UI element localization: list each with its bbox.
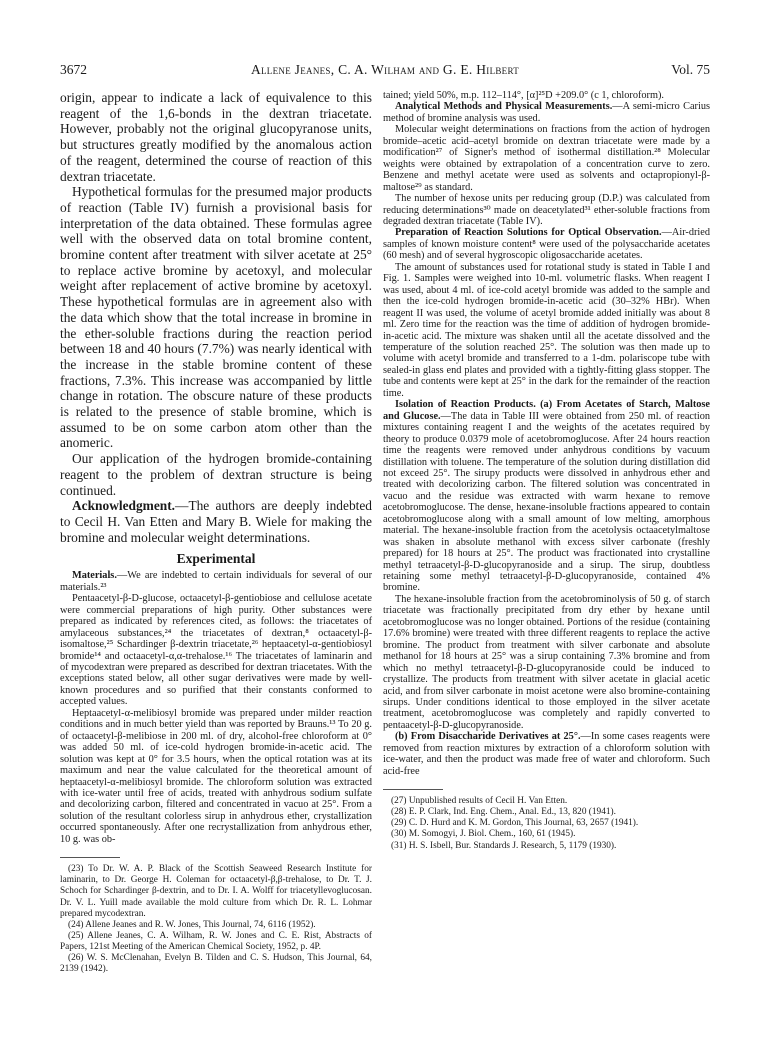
paragraph: The number of hexose units per reducing group (D.P.) was calculated from reducing determinations³⁰ made on deacetylated³¹ ether-soluble fractions from degraded dextran triacetate (Table IV). bbox=[383, 193, 710, 227]
section-heading-experimental: Experimental bbox=[176, 551, 256, 567]
preparation-text: —Air-dried samples of known moisture content⁸ were used of the polysaccharide acetates (60 mesh) and of several hygroscopic oligosaccharide acetates. bbox=[383, 227, 710, 262]
footnote: (31) H. S. Isbell, Bur. Standards J. Research, 5, 1179 (1930). bbox=[391, 840, 617, 851]
acknowledgment-heading: Acknowledgment. bbox=[72, 498, 176, 514]
paragraph: tained; yield 50%, m.p. 112–114°, [α]²⁵D +209.0° (c 1, chloroform). bbox=[383, 90, 665, 101]
acknowledgment-text: —The authors are deeply indebted to Cecil H. Van Etten and Mary B. Wiele for making the bromine and molecular weight determinations. bbox=[60, 498, 372, 545]
right-column bbox=[383, 90, 710, 852]
footnote: (24) Allene Jeanes and R. W. Jones, This Journal, 74, 6116 (1952). bbox=[68, 919, 316, 930]
analytical-paragraph bbox=[383, 101, 710, 124]
paragraph: Heptaacetyl-α-melibiosyl bromide was prepared under milder reaction conditions and in much better yield than was reported by Brauns.¹³ To 20 g. of octaacetyl-β-melibiose in 200 ml. of dry, alcohol-free chloroform at 0° was added 50 ml. of ice-cold hydrogen bromide-in-acetic acid. The solution was kept at 0° for 3.5 hours, when the optical rotation was at its maximum and near the value calculated for the theoretical amount of heptaacetyl-α-melibiosyl bromide. The chloroform solution was extracted with ice-water until free of acids, treated with anhydrous sodium sulfate and decolorizing carbon, filtered and concentrated in vacuo at 25°. From a solution of the resultant colorless sirup in anhydrous ether, crystallization occurred spontaneously. After one recrystallization from anhydrous ether, 10 g. was ob- bbox=[60, 707, 372, 845]
left-column bbox=[60, 90, 372, 975]
analytical-text: —A semi-micro Carius method of bromine analysis was used. bbox=[383, 101, 710, 124]
isolation-heading: Isolation of Reaction Products. (a) From Acetates of Starch, Maltose and Glucose. bbox=[383, 399, 710, 422]
volume-label: Vol. 75 bbox=[671, 62, 710, 77]
paragraph: The amount of substances used for rotational study is stated in Table I and Fig. 1. Samples were weighed into 10-ml. volumetric flasks. When reagent I was used, about 4 ml. of ice-cold acetyl bromide was added to the sample and then the ice-cold hydrogen bromide-in-acetic acid (30–32% HBr). When reagent II was used, the volume of acetyl bromide added initially was about 8 ml. Zero time for the reaction was the time of addition of hydrogen bromide-in-acetic acid. The mixture was shaken until all the acetate dissolved and the temperature of the solution reached 25°. The solution was then made up to volume with acetyl bromide and transferred to a 1-dm. polariscope tube with sealed-in glass end plates and provided with a tightly-fitting glass stopper. The tube and contents were kept at 25° in the dark for the remainder of the reaction time. bbox=[383, 261, 710, 399]
footnote-rule bbox=[60, 857, 120, 858]
paragraph: Our application of the hydrogen bromide-containing reagent to the problem of dextran structure is being continued. bbox=[60, 451, 372, 498]
preparation-heading: Preparation of Reaction Solutions for Optical Observation. bbox=[395, 227, 662, 239]
footnote: (23) To Dr. W. A. P. Black of the Scottish Seaweed Research Institute for laminarin, to Dr. George H. Coleman for octaacetyl-β,β-trehalose, to Dr. T. J. Schoch for Schardinger β-dextrin, and to Dr. I. A. Wolff for triacetyllevoglucosan. Dr. V. L. Yuill made available the mold culture from which Dr. R. L. Lohmar prepared mycodextran. bbox=[60, 864, 372, 919]
acknowledgment-paragraph bbox=[60, 498, 372, 545]
disaccharide-text: —In some cases reagents were removed from reaction mixtures by extraction of a chloroform solution with ice-water, and then the product was made free of water and chloroform. Such acid-free bbox=[383, 731, 710, 777]
footnote: (29) C. D. Hurd and K. M. Gordon, This Journal, 63, 2657 (1941). bbox=[391, 818, 639, 829]
disaccharide-heading: (b) From Disaccharide Derivatives at 25°. bbox=[395, 731, 581, 743]
footnote: (27) Unpublished results of Cecil H. Van Etten. bbox=[391, 796, 568, 807]
materials-paragraph bbox=[60, 570, 372, 593]
footnote: (26) W. S. McClenahan, Evelyn B. Tilden and C. S. Hudson, This Journal, 64, 2139 (1942). bbox=[60, 953, 372, 975]
materials-heading: Materials. bbox=[72, 570, 117, 582]
isolation-paragraph bbox=[383, 399, 710, 594]
analytical-heading: Analytical Methods and Physical Measurements. bbox=[395, 101, 613, 113]
disaccharide-paragraph bbox=[383, 731, 710, 777]
paragraph: Pentaacetyl-β-D-glucose, octaacetyl-β-gentiobiose and cellulose acetate were commercial preparations of high purity. Other substances were prepared as indicated by references cited, as follows: the triacetates of amylaceous substances,²⁴ the triacetates of dextran,⁸ octaacetyl-β-isomaltose,²⁵ Schardinger β-dextrin triacetate,²⁶ heptaacetyl-α-gentiobiosyl bromide¹⁴ and octaacetyl-α,α-trehalose.¹⁶ The triacetates of laminarin and of mycodextran were prepared as described for dextran triacetates. With the exceptions stated below, all other sugar derivatives were made by well-known procedures and so purified that their constants conformed to accepted values. bbox=[60, 593, 372, 708]
isolation-text: —The data in Table III were obtained from 250 ml. of reaction mixtures containing reagent I and the weights of the acetates required by theory to produce 0.0379 mole of acetobromoglucose. After 24 hours reaction time the reagents were removed under anhydrous conditions by vacuum distillation with toluene. The temperature of the solution during distillation did not exceed 25°. The sirupy products were dissolved in anhydrous ether and treated with decolorizing carbon. The filtered solution was concentrated in vacuo and the residue was extracted with warm hexane to remove acetobromoglucose. The dense, hexane-insoluble fractions appeared to contain acetobromoglucose along with a small amount of low melting, amorphous material. The hexane-insoluble fraction from the acetolysis octaacetylmaltose was shaken in absolute methanol with excess silver carbonate (freshly prepared) for 18 hours at 25°. The product was fractionated into crystalline methyl tetraacetyl-β-D-glucopyranoside and a sirup. The sirup, doubtless retaining some methyl tetraacetyl-β-D-glucopyranoside, contained 4% bromine. bbox=[383, 410, 710, 594]
running-authors: Allene Jeanes, C. A. Wilham and G. E. Hilbert bbox=[250, 62, 520, 77]
paragraph: origin, appear to indicate a lack of equivalence to this reagent of the 1,6-bonds in the dextran triacetate. However, probably not the original glucopyranose units, but structures greatly modified by the anomalous action of the reagent, determined the course of reaction of this dextran triacetate. bbox=[60, 90, 372, 184]
page-number: 3672 bbox=[60, 62, 87, 77]
footnote-rule bbox=[383, 789, 443, 790]
page-header bbox=[60, 62, 710, 82]
footnote: (30) M. Somogyi, J. Biol. Chem., 160, 61 (1945). bbox=[391, 829, 576, 840]
preparation-paragraph bbox=[383, 227, 710, 261]
footnote: (25) Allene Jeanes, C. A. Wilham, R. W. Jones and C. E. Rist, Abstracts of Papers, 121st Meeting of the American Chemical Society, 1952, p. 4P. bbox=[60, 930, 372, 952]
paragraph: Hypothetical formulas for the presumed major products of reaction (Table IV) furnish a provisional basis for interpretation of the data obtained. These formulas agree well with the observed data on total bromine content, bromine content after treatment with silver acetate at 25° to replace active bromine by acetoxyl, and molecular weight after replacement of active bromine by acetoxyl. These hypothetical formulas are in agreement also with the data which show that the total increase in bromine in the ether-soluble fractions during the reaction period between 18 and 40 hours (7.7%) was nearly identical with the increase in the stable bromine content of these fractions, 7.3%. This increase was accompanied by little change in rotation. The obscure nature of these products is related to the presence of stable bromine, which is assumed to be on some carbon atom other than the anomeric. bbox=[60, 184, 372, 451]
materials-text: —We are indebted to certain individuals for several of our materials.²³ bbox=[60, 570, 372, 593]
paragraph: The hexane-insoluble fraction from the acetobrominolysis of 50 g. of starch triacetate was fractionally precipitated from dry ether by hexane until acetobromoglucose was no longer obtained. Portions of the residue (containing 17.6% bromine) were treated with three different reagents to replace the active bromine. The product from treatment with silver carbonate and absolute methanol for 18 hours at 25° was a sirup containing 7.3% bromine and from which no methyl tetraacetyl-β-D-glucopyranoside could be induced to crystallize. The products from treatment with silver acetate in glacial acetic acid, and from silver carbonate in moist acetone were also bromine-containing sirups. Under conditions identical to those employed in the silver acetate treatment, acetobromoglucose was completely and rapidly converted to pentaacetyl-β-D-glucopyranoside. bbox=[383, 593, 710, 731]
paragraph: Molecular weight determinations on fractions from the action of hydrogen bromide–acetic acid–acetyl bromide on dextran triacetate were made by a modification²⁷ of Signer's method of isothermal distillation.²⁸ Molecular weights were obtained by extrapolation of a concentration curve to zero. Benzene and methyl acetate were used as solvents and octapropionyl-β-maltose²⁹ as standard. bbox=[383, 124, 710, 193]
footnote: (28) E. P. Clark, Ind. Eng. Chem., Anal. Ed., 13, 820 (1941). bbox=[391, 807, 616, 818]
